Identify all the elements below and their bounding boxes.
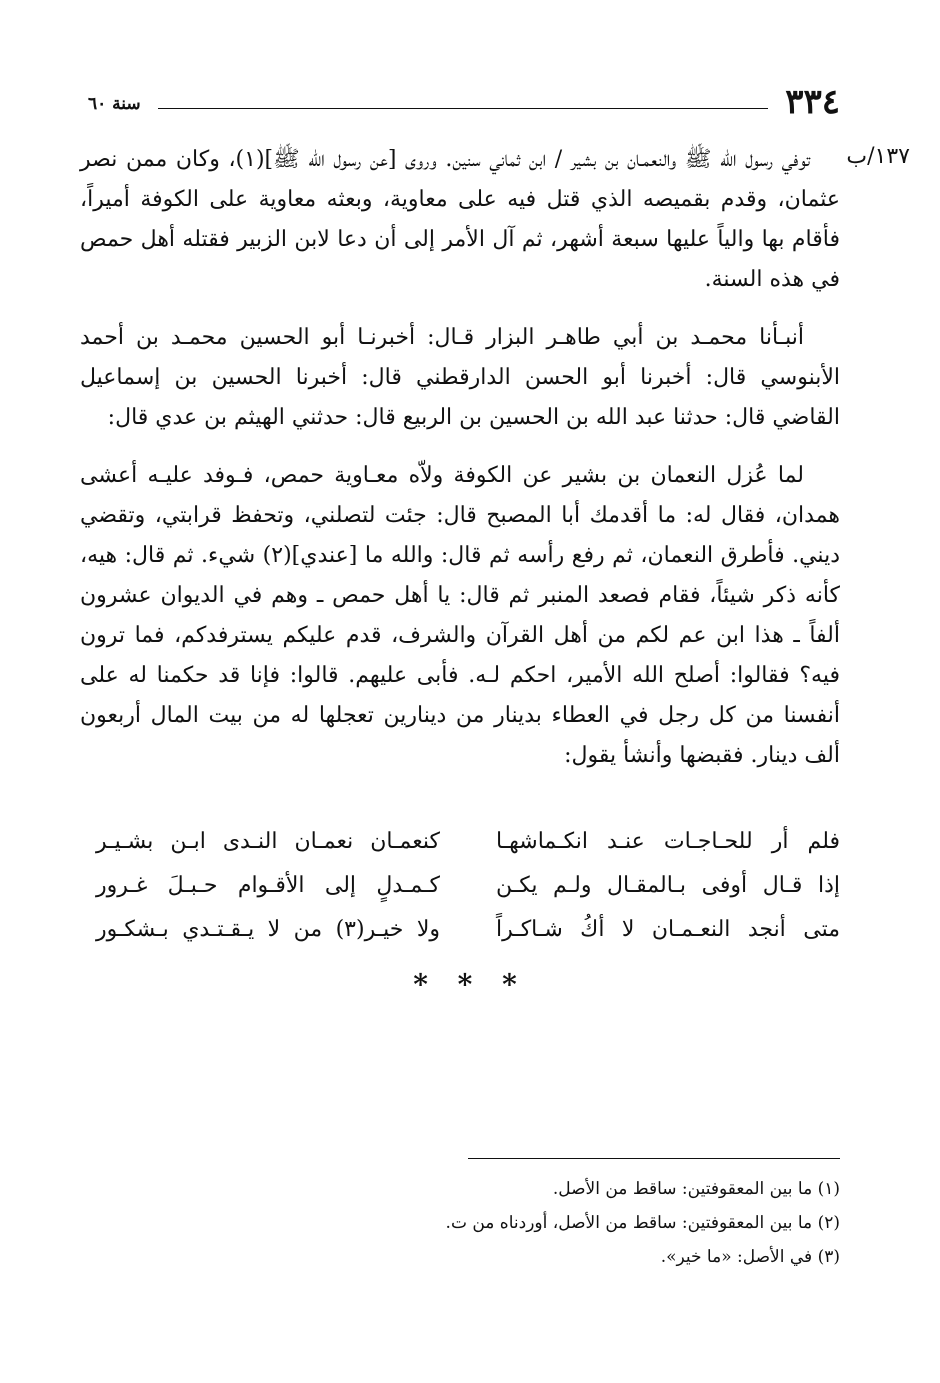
verse-second-hemistich: ولا خيـر(٣) من لا يـقـتـدي بـشكـور — [96, 917, 440, 942]
verse-first-hemistich: فلم أر للحـاجـات عنـد انكـماشهـا — [496, 829, 840, 854]
page-number: ٣٣٤ — [785, 82, 840, 122]
section-separator: * * * — [413, 968, 527, 1001]
verse-line — [96, 864, 840, 908]
page-header — [88, 82, 840, 122]
body-text — [80, 140, 840, 794]
running-head: سنة ٦٠ — [88, 94, 141, 114]
footnote-2: (٢) ما بين المعقوفتين: ساقط من الأصل، أوردناه من ت. — [445, 1213, 840, 1233]
paragraph-1: توفي رسول الله ﷺ والنعمـان بن بشير / ابن ثماني سنين. وروى [عن رسول الله ﷺ](١)، وكان ممن نصر عثمان، وقدم بقميصه الذي قتل فيه على معاوية، وبعثه معاوية على الكوفة أميراً، فأقام بها والياً عليها سبعة أشهر، ثم آل الأمر إلى أن دعا لابن الزبير فقتله أهل حمص في هذه السنة. — [80, 147, 840, 292]
verse-first-hemistich: إذا قـال أوفى بـالمقـال ولـم يكـن — [496, 873, 840, 898]
verse-line — [96, 908, 840, 952]
poem — [96, 820, 840, 952]
manuscript-folio-marker: ١٣٧/ب — [846, 144, 910, 169]
verse-first-hemistich: متى أنجد النعـمـان لا أكُ شـاكـراً — [496, 917, 840, 942]
verse-second-hemistich: كـمـدلٍ إلى الأقـوام حـبـلَ غـرور — [96, 873, 440, 898]
verse-line — [96, 820, 840, 864]
footnote-1: (١) ما بين المعقوفتين: ساقط من الأصل. — [552, 1179, 840, 1199]
paragraph-2: أنبـأنا محمـد بن أبي طاهـر البزار قـال: أخبرنـا أبو الحسين محمـد بن أحمد الأبنوسي قال: أخبرنا أبو الحسن الدارقطني قال: أخبرنا الحسين بن إسماعيل القاضي قال: حدثنا عبد الله بن الحسين بن الربيع قال: حدثني الهيثم بن عدي قال: — [80, 325, 840, 430]
paragraph-3: لما عُزل النعمان بن بشير عن الكوفة ولاّه معـاوية حمص، فـوفد عليـه أعشى همدان، فقال له: ما أقدمك أبا المصبح قال: جئت لتصلني، وتحفظ قرابتي، وتقضي ديني. فأطرق النعمان، ثم رفع رأسه ثم قال: والله ما [عندي](٢) شيء. ثم قال: هيه، كأنه ذكر شيئاً، فقام فصعد المنبر ثم قال: يا أهل حمص ـ وهم في الديوان عشرون ألفاً ـ هذا ابن عم لكم من أهل القرآن والشرف، قدم عليكم يسترفدكم، فما ترون فيه؟ فقالوا: أصلح الله الأمير، احكم لـه. فأبى عليهم. قالوا: فإنا قد حكمنا له على أنفسنا من كل رجل في العطاء بدينار من دينارين تعجلها له من بيت المال أربعون ألف دينار. فقبضها وأنشأ يقول: — [80, 463, 840, 768]
header-rule — [158, 108, 768, 109]
footnotes — [300, 1172, 840, 1274]
footnote-3: (٣) في الأصل: «ما خير». — [660, 1247, 840, 1267]
verse-second-hemistich: كنعمـان نعمـان النـدى ابـن بشـيـر — [96, 829, 440, 854]
footnote-rule — [468, 1158, 840, 1159]
